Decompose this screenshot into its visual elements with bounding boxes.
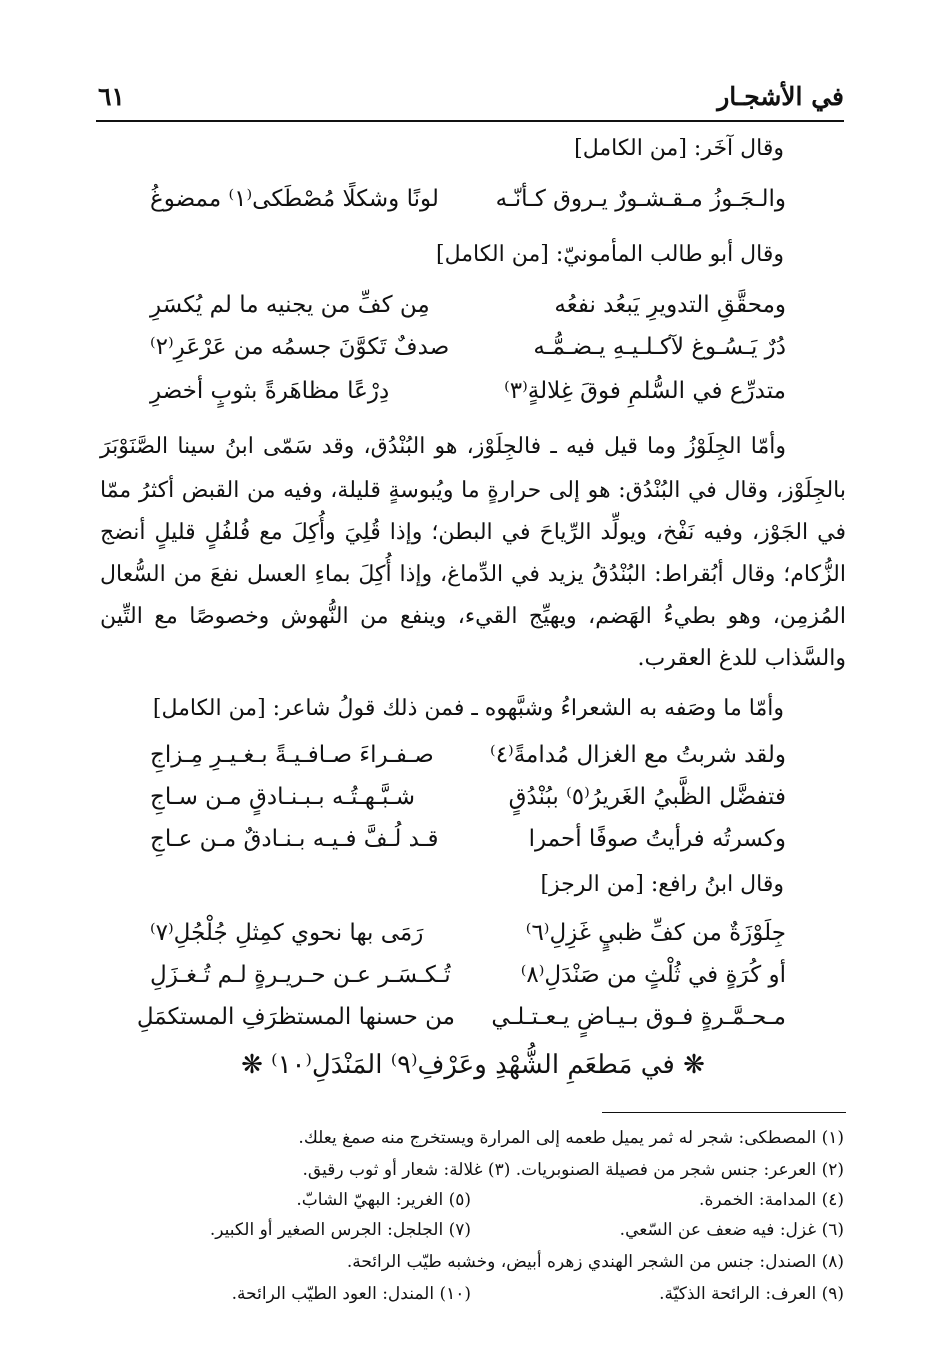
verse-line bbox=[150, 742, 786, 782]
footnote: (٢) العرعر: جنس شجر من فصيلة الصنوبريات. (٣) غلالة: شعار أو ثوب رقيق. bbox=[302, 1160, 844, 1180]
footnote: (٨) الصندل: جنس من الشجر الهندي زهره أبيض، وخشبه طيّب الرائحة. bbox=[346, 1252, 844, 1272]
verse-line bbox=[150, 292, 786, 332]
footnote: (٩) العرف: الرائحة الذكيّة. bbox=[659, 1284, 844, 1304]
verse-first-hemistich: دُرٌ يَـسُـوغ لآكـلـيـهِ يـضـمُّـه bbox=[533, 334, 786, 360]
verse-line bbox=[150, 334, 786, 374]
verse-line bbox=[150, 920, 786, 960]
verse-second-hemistich: تُـكـسَـر عـن حـريـرةٍ لـم تُـغـزَلِ bbox=[150, 962, 451, 988]
verse-second-hemistich: من حسنها المستظرَفِ المستكمَلِ bbox=[136, 1004, 455, 1030]
footnote: (٤) المدامة: الخمرة. bbox=[699, 1190, 844, 1210]
verse-first-hemistich: مـحـمَّـرةٍ فـوق بـيـاضٍ يـعـتـلـي bbox=[491, 1004, 786, 1030]
prose-line: في الجَوْز، وفيه نَفْخ، ويولِّد الرِّياحَ في البطن؛ وإذا قُلِيَ وأُكِلَ مع فُلفُلٍ قليلٍ أنضج bbox=[100, 520, 846, 545]
footnote: (٥) الغرير: البهيّ الشابّ. bbox=[296, 1190, 471, 1210]
verse-first-hemistich: أو كُرَةٍ في ثُلْثٍ من صَنْدَلِ⁽٨⁾ bbox=[520, 962, 786, 988]
verse-second-hemistich: رَمَى بها نحوي كمِثلِ جُلْجُلِ⁽٧⁾ bbox=[150, 920, 424, 946]
footnote-separator bbox=[602, 1112, 846, 1113]
prose-line: وأمّا الجِلَوْزُ وما قيل فيه ـ فالجِلَوْز، هو البُنْدُق، وقد سَمّى ابنُ سينا الصَّنَوْبَرَ bbox=[100, 434, 786, 459]
verse-first-hemistich: والـجَـوزُ مـقـشـورٌ يـروق كـأنّـه bbox=[495, 186, 786, 212]
footnote: (١٠) المندل: العود الطيّب الرائحة. bbox=[231, 1284, 471, 1304]
verse-first-hemistich: وكسرتُه فرأيتُ صوفًا أحمرا bbox=[528, 826, 786, 852]
verse-second-hemistich: دِرْعًا مظاهَرةً بثوبٍ أخضرِ bbox=[150, 378, 390, 404]
verse-line bbox=[150, 378, 786, 418]
verse-first-hemistich: جِلَوْزَةٌ من كفِّ ظبيٍ غَزِلِ⁽٦⁾ bbox=[525, 920, 786, 946]
closing-verse: ❋ في مَطعَمِ الشُّهْدِ وعَرْفِ⁽٩⁾ المَنْدَلِ⁽١٠⁾ ❋ bbox=[241, 1050, 705, 1080]
page-number: ٦١ bbox=[98, 82, 125, 111]
prose-line: المُزمِن، وهو بطيءُ الهَضم، ويهيِّج القيء، وينفع من النُّهوش وخصوصًا مع التِّين bbox=[100, 604, 846, 629]
page-header bbox=[96, 78, 844, 122]
prose-line: والسَّذاب للدغ العقرب. bbox=[637, 646, 846, 671]
verse-first-hemistich: ومحقَّقِ التدويرِ يَبعُد نفعُه bbox=[554, 292, 786, 318]
verse-intro: وقال آخَر: [من الكامل] bbox=[574, 136, 784, 161]
footnote: (١) المصطكى: شجر له ثمر يميل طعمه إلى المرارة ويستخرج منه صمغ يعلك. bbox=[298, 1128, 844, 1148]
prose-line: بالجِلَوْز، وقال في البُنْدُق: هو إلى حرارةٍ ما ويُبوسةٍ قليلة، وفيه من القبض أكثرُ ممّا bbox=[100, 478, 846, 503]
verse-line bbox=[150, 962, 786, 1002]
verse-second-hemistich: مِن كفِّ من يجنيه ما لم يُكسَرِ bbox=[150, 292, 430, 318]
verse-line bbox=[136, 1004, 786, 1044]
verse-intro: وقال ابنُ رافع: [من الرجز] bbox=[540, 872, 784, 897]
footnote: (٧) الجلجل: الجرس الصغير أو الكبير. bbox=[209, 1220, 471, 1240]
verse-first-hemistich: فتفضَّل الظَّبيُ الغَريرُ⁽٥⁾ ببُنْدُقٍ bbox=[508, 784, 786, 810]
running-title: في الأشجـار bbox=[717, 82, 844, 111]
verse-second-hemistich: صدفٌ تَكوَّنَ جسمُه من عَرْعَرِ⁽٢⁾ bbox=[150, 334, 450, 360]
verse-intro: وأمّا ما وصَفه به الشعراءُ وشبَّهوه ـ فمن ذلك قولُ شاعر: [من الكامل] bbox=[152, 696, 784, 721]
verse-second-hemistich: لونًا وشكلًا مُصْطَكى⁽١⁾ ممضوغُ bbox=[150, 186, 439, 212]
prose-line: الزُّكام؛ وقال أبُقراط: البُنْدُقُ يزيد في الدِّماغ، وإذا أُكِلَ بماءِ العسل نفعَ من السُّعال bbox=[100, 562, 846, 587]
verse-first-hemistich: متدرِّع في السُّلمِ فوقَ غِلالةٍ⁽٣⁾ bbox=[504, 378, 786, 404]
footnote: (٦) غزل: فيه ضعف عن السّعي. bbox=[619, 1220, 844, 1240]
verse-line bbox=[150, 784, 786, 824]
verse-second-hemistich: صـفـراءَ صـافـيـةً بـغـيـرِ مِـزاجِ bbox=[150, 742, 434, 768]
verse-first-hemistich: ولقد شربتُ مع الغزال مُدامةً⁽٤⁾ bbox=[490, 742, 786, 768]
verse-intro: وقال أبو طالب المأمونيّ: [من الكامل] bbox=[436, 242, 784, 267]
verse-second-hemistich: قـد لُـفَّ فـيـه بـنـادقٌ مـن عـاجِ bbox=[150, 826, 439, 852]
verse-second-hemistich: شـبَّـهـتُـه بـبـنـادقٍ مـن سـاجِ bbox=[150, 784, 415, 810]
verse-line bbox=[150, 186, 786, 226]
verse-line bbox=[150, 826, 786, 866]
